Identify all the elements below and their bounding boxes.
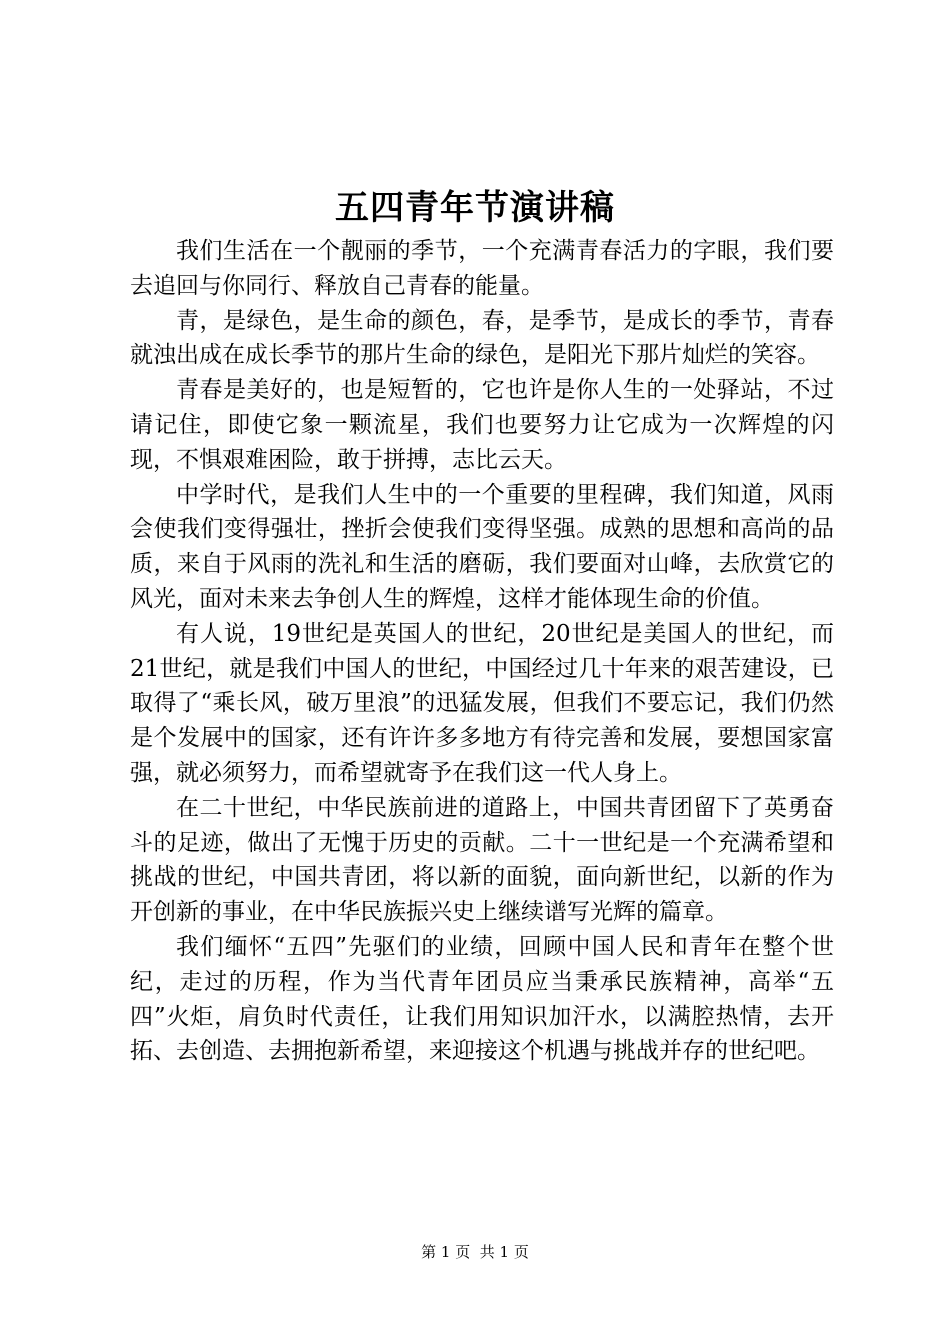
paragraph: 青，是绿色，是生命的颜色，春，是季节，是成长的季节，青春就浊出成在成长季节的那片生命的绿色，是阳光下那片灿烂的笑容。 [130,307,834,369]
paragraph: 我们生活在一个靓丽的季节，一个充满青春活力的字眼，我们要去追回与你同行、释放自己青春的能量。 [130,238,834,299]
document-title: 五四青年节演讲稿 [335,188,615,228]
paragraph: 青春是美好的，也是短暂的，它也许是你人生的一处驿站，不过请记住，即使它象一颗流星，我们也要努力让它成为一次辉煌的闪现，不惧艰难困险，敢于拼搏，志比云天。 [130,377,834,473]
footer-spacer [470,1243,480,1261]
document-body [130,234,834,1069]
page-number: 第 1 页 [421,1243,471,1261]
paragraph: 有人说，19世纪是英国人的世纪，20世纪是美国人的世纪，而21世纪，就是我们中国人的世纪，中国经过几十年来的艰苦建设，已取得了“乘长风，破万里浪”的迅猛发展，但我们不要忘记，我们仍然是个发展中的国家，还有许许多多地方有待完善和发展，要想国家富强，就必须努力，而希望就寄予在我们这一代人身上。 [130,620,834,786]
page-footer [0,1240,950,1264]
paragraph: 在二十世纪，中华民族前进的道路上，中国共青团留下了英勇奋斗的足迹，做出了无愧于历史的贡献。二十一世纪是一个充满希望和挑战的世纪，中国共青团，将以新的面貌，面向新世纪，以新的作为开创新的事业，在中华民族振兴史上继续谱写光辉的篇章。 [130,794,834,926]
paragraph: 我们缅怀“五四”先驱们的业绩，回顾中国人民和青年在整个世纪，走过的历程，作为当代青年团员应当秉承民族精神，高举“五四”火炬，肩负时代责任，让我们用知识加汗水，以满腔热情，去开拓、去创造、去拥抱新希望，来迎接这个机遇与挑战并存的世纪吧。 [130,933,834,1065]
page-total: 共 1 页 [479,1243,529,1261]
paragraph: 中学时代，是我们人生中的一个重要的里程碑，我们知道，风雨会使我们变得强壮，挫折会使我们变得坚强。成熟的思想和高尚的品质，来自于风雨的洗礼和生活的磨砺，我们要面对山峰，去欣赏它的风光，面对未来去争创人生的辉煌，这样才能体现生命的价值。 [130,481,834,612]
